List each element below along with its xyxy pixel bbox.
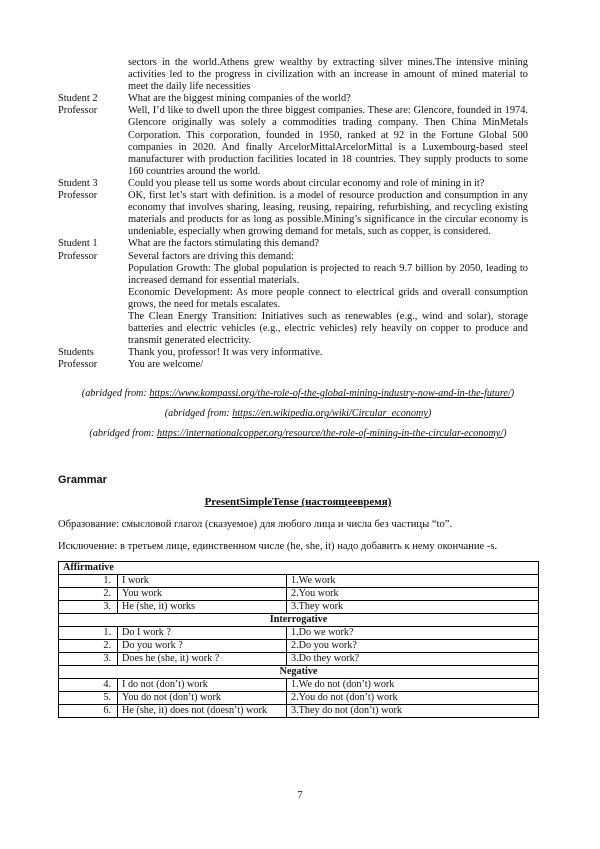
- source-link[interactable]: https://internationalcopper.org/resource/the-role-of-mining-in-the-circular-economy/: [156, 428, 504, 439]
- table-row: 2. You work 2.You work: [59, 588, 539, 601]
- speech-text: Well, I’d like to dwell upon the three biggest companies. These are: Glencore, founded in 1974. Glencore originally was solely a commodities trading company. Then China MinMetals Corporation. This corporation, founded in 1950, ranked at 92 in the Fortune Global 500 companies in 2020. And finally ArcelorMittalArcelorMittal is a Luxembourg-based steel manufacturer with production facilities located in 18 countries. They supply products to some 160 countries around the world.: [128, 105, 528, 177]
- exception-rule: Исключение: в третьем лице, единственном числе (he, she, it) надо добавить к нему окончание -s.: [58, 541, 498, 552]
- speaker-label: [58, 311, 128, 347]
- dialogue-line: [58, 178, 528, 190]
- source-link[interactable]: https://en.wikipedia.org/wiki/Circular_economy: [232, 408, 428, 419]
- speech-text: OK, first let’s start with definition. is a model of resource production and consumption in any economy that involves sharing, leasing, reusing, repairing, refurbishing, and recycling existing materials and products for as long as possible.Mining’s significance in the circular economy is undeniable, especially when growing demand for metals, such as copper, is considered.: [128, 190, 528, 238]
- table-row: 2. Do you work ? 2.Do you work?: [59, 640, 539, 653]
- speech-text: Economic Development: As more people connect to electrical grids and overall consumption grows, the need for metals escalates.: [128, 286, 528, 310]
- speaker-label: Professor: [58, 105, 98, 117]
- dialogue-line: [58, 105, 528, 178]
- table-row: 5. You do not (don’t) work 2.You do not (don’t) work: [59, 692, 539, 705]
- source-citation: (abridged from: https://en.wikipedia.org/wiki/Circular_economy): [164, 408, 432, 419]
- table-row: 3. Does he (she, it) work ? 3.Do they work?: [59, 653, 539, 666]
- dialogue-line: [58, 57, 528, 93]
- dialogue-line: [58, 311, 528, 347]
- speech-text: The Clean Energy Transition: Initiatives such as renewables (e.g., wind and solar), storage batteries and electric vehicles (e.g., electric vehicles) rely heavily on copper to produce and transmit generated electricity.: [128, 310, 528, 347]
- speaker-label: Professor: [58, 359, 98, 371]
- source-citation: (abridged from: https://www.kompassi.org/the-role-of-the-global-mining-industry-now-and-in-the-future/): [81, 388, 515, 399]
- dialogue-line: [58, 347, 528, 359]
- speaker-label: Student 2: [58, 93, 98, 105]
- table-row: 1. I work 1.We work: [59, 575, 539, 588]
- table-row: 3. He (she, it) works 3.They work: [59, 601, 539, 614]
- tense-title: PresentSimpleTense (настоящеевремя): [204, 496, 392, 508]
- table-row: 4. I do not (don’t) work 1.We do not (don’t) work: [59, 679, 539, 692]
- source-link[interactable]: https://www.kompassi.org/the-role-of-the-global-mining-industry-now-and-in-the-future/: [149, 388, 511, 399]
- dialogue-line: [58, 359, 528, 371]
- speaker-label: Professor: [58, 250, 98, 262]
- table-row: 1. Do I work ? 1.Do we work?: [59, 627, 539, 640]
- dialogue-line: [58, 93, 528, 105]
- dialogue-line: [58, 287, 528, 311]
- speech-text: Population Growth: The global population is projected to reach 9.7 billion by 2050, leading to increased demand for essential materials.: [128, 262, 528, 286]
- formation-rule: Образование: смысловой глагол (сказуемое) для любого лица и числа без частицы “to”.: [58, 519, 453, 530]
- negative-header: Negative: [59, 666, 539, 679]
- page-number: 7: [297, 789, 303, 801]
- speaker-label: [58, 263, 128, 287]
- interrogative-header: Interrogative: [59, 614, 539, 627]
- speaker-label: Professor: [58, 190, 98, 202]
- speech-text: Several factors are driving this demand:: [128, 250, 294, 262]
- dialogue-line: [58, 251, 528, 263]
- speech-text: What are the biggest mining companies of the world?: [128, 93, 351, 105]
- speech-text: What are the factors stimulating this demand?: [128, 238, 320, 250]
- speaker-label: [58, 57, 128, 93]
- speech-text: sectors in the world.Athens grew wealthy by extracting silver mines.The intensive mining activities led to the progress in civilization with an increase in amount of mined material to meet the daily life necessities: [128, 57, 528, 93]
- speech-text: You are welcome/: [128, 359, 204, 371]
- speaker-label: Student 1: [58, 238, 98, 250]
- dialogue-line: [58, 190, 528, 238]
- affirmative-header: Affirmative: [59, 562, 539, 575]
- grammar-heading: Grammar: [58, 474, 107, 486]
- conjugation-table: [58, 561, 539, 718]
- source-citation: (abridged from: https://internationalcopper.org/resource/the-role-of-mining-in-the-circular-economy/): [89, 428, 507, 439]
- speech-text: Could you please tell us some words about circular economy and role of mining in it?: [128, 177, 485, 189]
- speaker-label: Student 3: [58, 177, 98, 189]
- speech-text: Thank you, professor! It was very informative.: [128, 347, 323, 359]
- dialogue-line: [58, 263, 528, 287]
- speaker-label: [58, 287, 128, 311]
- table-row: 6. He (she, it) does not (doesn’t) work 3.They do not (don’t) work: [59, 705, 539, 718]
- dialogue-line: [58, 238, 528, 250]
- speaker-label: Students: [58, 347, 94, 359]
- dialogue: [58, 57, 528, 371]
